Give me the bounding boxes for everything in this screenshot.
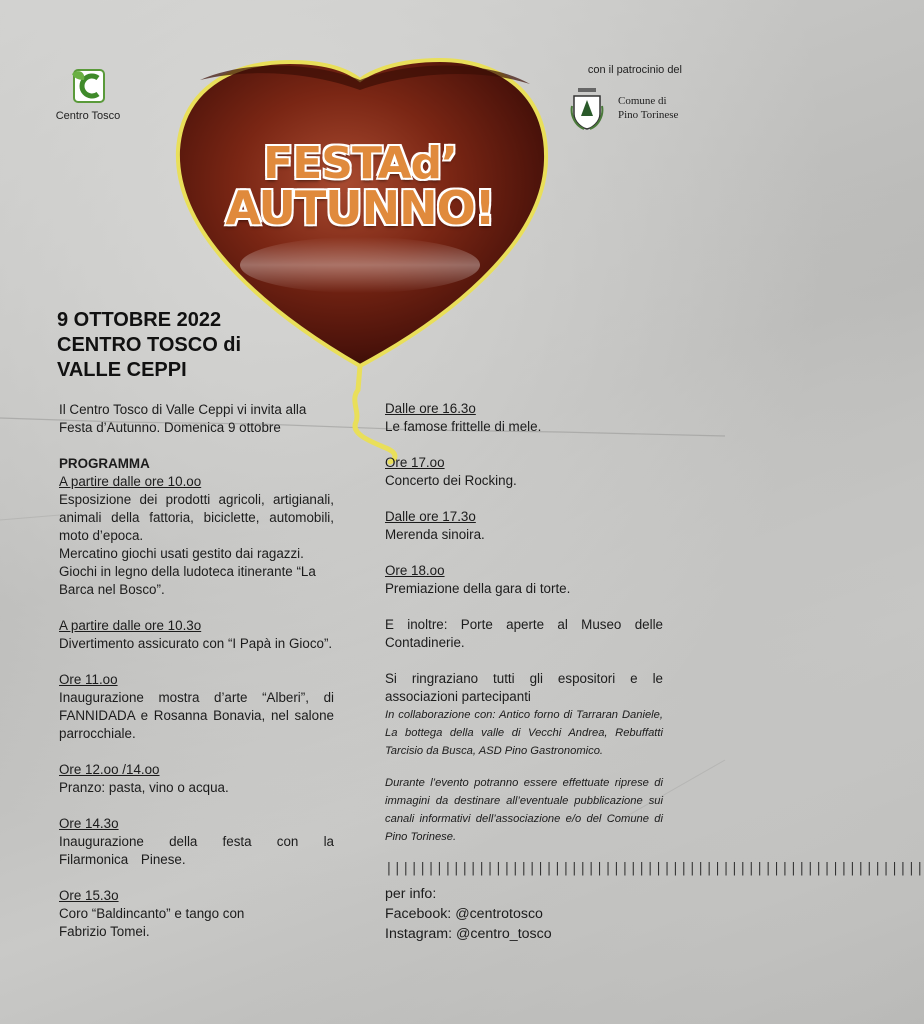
event-5-time: Ore 14.3o <box>59 816 119 831</box>
event-10-desc: Premiazione della gara di torte. <box>385 581 571 596</box>
comune-name: Comune di Pino Torinese <box>618 95 679 121</box>
title-line-2: AUTUNNO! <box>225 181 495 235</box>
event-venue-line2: VALLE CEPPI <box>57 359 187 381</box>
event-8-time: Ore 17.oo <box>385 455 445 470</box>
filming-notice: Durante l’evento potranno essere effettuate riprese di immagini da destinare all’eventuale pubblicazione sui canali informativi dell’associazione e/o del Comune di Pino Torinese. <box>385 777 663 843</box>
crest-icon <box>570 86 604 130</box>
facebook-handle[interactable]: Facebook: @centrotosco <box>385 906 543 922</box>
event-3-desc: Inaugurazione mostra d’arte “Alberi”, di FANNIDADA e Rosanna Bonavia, nel salone parrocchiale. <box>59 690 334 741</box>
program-right-column <box>385 400 924 944</box>
event-10-time: Ore 18.oo <box>385 563 445 578</box>
event-6-time: Ore 15.3o <box>59 888 119 903</box>
leaf-c-logo-icon <box>68 66 108 106</box>
event-9-time: Dalle ore 17.3o <box>385 509 476 524</box>
info-label: per info: <box>385 886 437 902</box>
event-6-desc-1: Coro “Baldincanto” e tango con <box>59 906 245 921</box>
event-8-desc: Concerto dei Rocking. <box>385 473 517 488</box>
event-1-desc-3: Giochi in legno della ludoteca itinerante “La Barca nel Bosco”. <box>59 564 316 597</box>
event-venue-line1: CENTRO TOSCO di <box>57 334 242 356</box>
patronage-lead: con il patrocinio del <box>587 64 682 76</box>
centro-tosco-name: Centro Tosco <box>55 110 121 122</box>
programma-heading: PROGRAMMA <box>59 456 150 471</box>
event-1-time: A partire dalle ore 10.oo <box>59 474 202 489</box>
festa-title <box>200 138 520 235</box>
event-4-desc: Pranzo: pasta, vino o acqua. <box>59 780 229 795</box>
museum-note: E inoltre: Porte aperte al Museo delle Contadinerie. <box>385 617 663 650</box>
event-3-time: Ore 11.oo <box>59 672 118 687</box>
intro-text: Il Centro Tosco di Valle Ceppi vi invita alla Festa d’Autunno. Domenica 9 ottobre <box>59 402 307 435</box>
event-4-time: Ore 12.oo /14.oo <box>59 762 160 777</box>
collaboration-note: In collaborazione con: Antico forno di Tarraran Daniele, La bottega della valle di Vecchi Andrea, Rebuffatti Tarcisio da Busca, ASD Pino Gastronomico. <box>385 709 663 757</box>
event-6-desc-2: Fabrizio Tomei. <box>59 924 150 939</box>
event-2-time: A partire dalle ore 10.3o <box>59 618 202 633</box>
event-1-desc: Esposizione dei prodotti agricoli, artigianali, animali della fattoria, biciclette, automobili, moto d’epoca. <box>59 492 334 543</box>
event-2-desc: Divertimento assicurato con “I Papà in Gioco”. <box>59 636 333 651</box>
title-line-1: FESTAd’ <box>263 138 457 189</box>
event-1-desc-2: Mercatino giochi usati gestito dai ragazzi. <box>59 546 304 561</box>
thanks-note: Si ringraziano tutti gli espositori e le associazioni partecipanti <box>385 671 663 704</box>
program-left-column <box>59 401 334 941</box>
event-5-desc: Inaugurazione della festa con la Filarmonica Pinese. <box>59 834 334 867</box>
patronage-block <box>560 64 690 121</box>
event-date: 9 OTTOBRE 2022 <box>57 309 222 331</box>
event-7-desc: Le famose frittelle di mele. <box>385 419 542 434</box>
instagram-handle[interactable]: Instagram: @centro_tosco <box>385 926 552 942</box>
event-headline <box>57 308 241 383</box>
divider-bars: |||||||||||||||||||||||||||||||||||||||||||||||||||||||||||||||| <box>385 861 924 876</box>
event-7-time: Dalle ore 16.3o <box>385 401 476 416</box>
event-9-desc: Merenda sinoira. <box>385 527 485 542</box>
centro-tosco-logo <box>50 66 126 122</box>
